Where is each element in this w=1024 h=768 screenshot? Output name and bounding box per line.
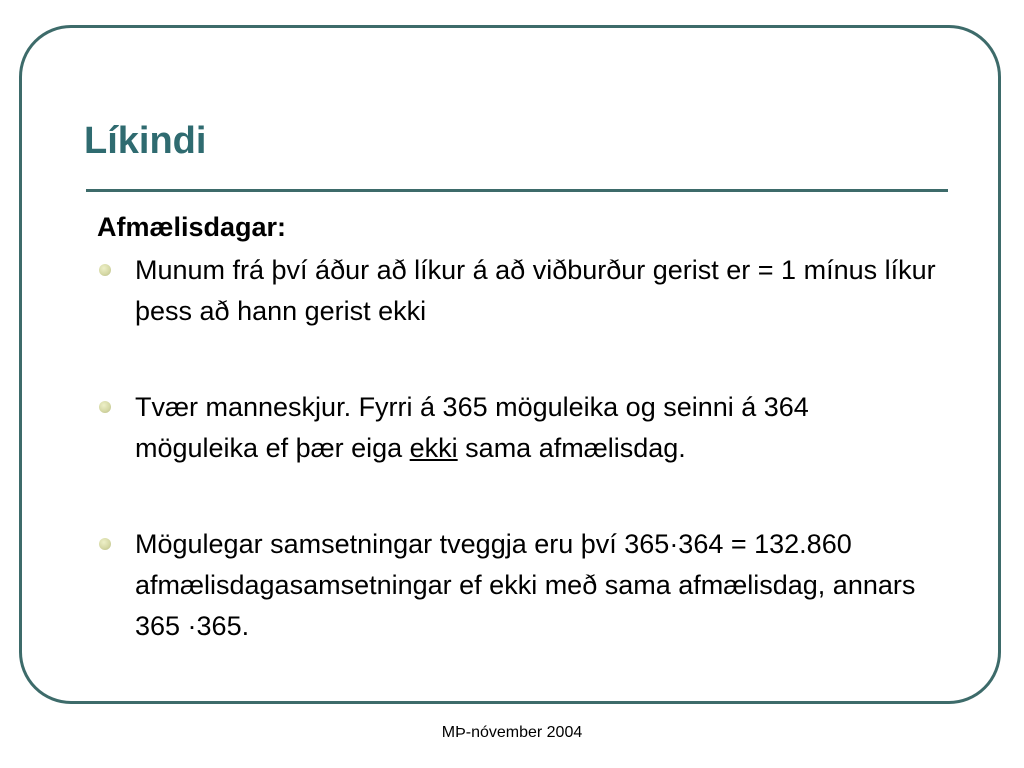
bullet-dot-icon bbox=[99, 401, 111, 413]
bullet-text: Munum frá því áður að líkur á að viðburður gerist er = 1 mínus líkur þess að hann gerist ekki bbox=[135, 255, 936, 326]
slide-title: Líkindi bbox=[84, 120, 207, 162]
bullet-text: Mögulegar samsetningar tveggja eru því 365·364 = 132.860 afmælisdagasamsetningar ef ekki með sama afmælisdag, annars 365 ·365. bbox=[135, 529, 916, 641]
bullet-dot-icon bbox=[99, 538, 111, 550]
bullet-text-before: Tvær manneskjur. Fyrri á 365 möguleika og seinni á 364 möguleika ef þær eiga bbox=[135, 392, 809, 463]
title-divider bbox=[86, 189, 948, 192]
bullet-item bbox=[97, 250, 937, 332]
bullet-list bbox=[97, 250, 937, 647]
bullet-dot-icon bbox=[99, 264, 111, 276]
bullet-text-underlined: ekki bbox=[409, 433, 458, 463]
bullet-text-after: sama afmælisdag. bbox=[457, 433, 686, 463]
bullet-item bbox=[97, 524, 937, 647]
slide-footer: MÞ-nóvember 2004 bbox=[441, 724, 583, 741]
slide-body bbox=[97, 207, 937, 647]
subheading: Afmælisdagar: bbox=[97, 212, 287, 242]
bullet-item bbox=[97, 387, 937, 469]
